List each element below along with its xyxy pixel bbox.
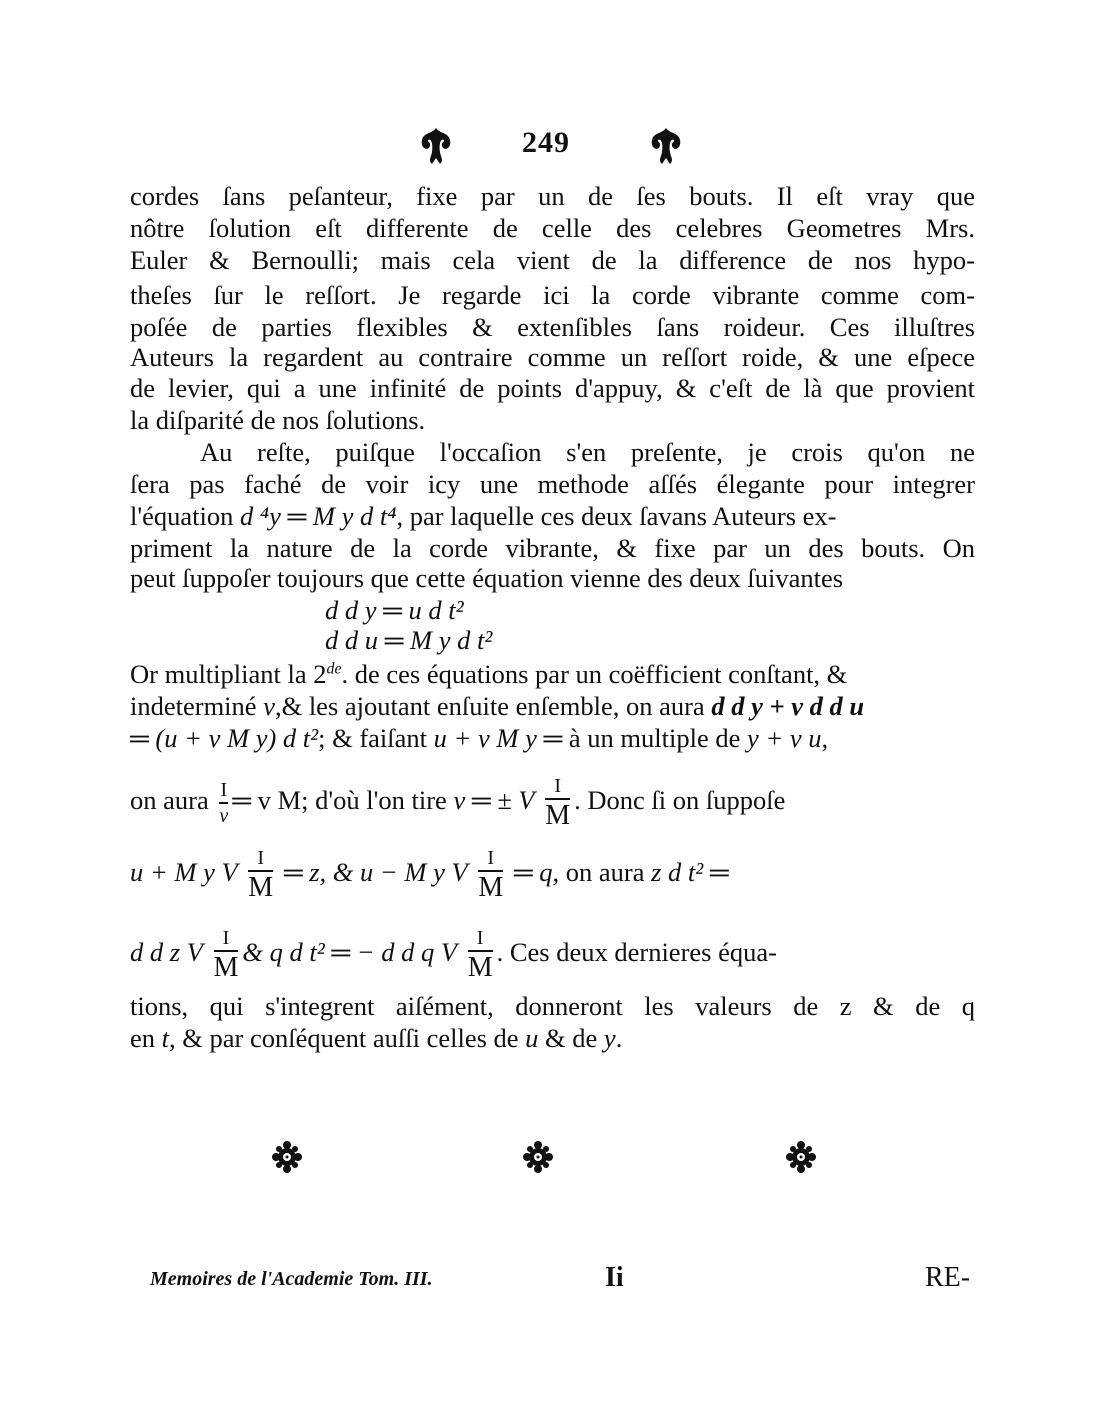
- numerator: I: [257, 847, 265, 869]
- text-line: [130, 690, 975, 722]
- denominator: M: [248, 872, 274, 903]
- text: ═ v M; d'où l'on tire: [232, 785, 447, 816]
- numerator: I: [487, 847, 495, 869]
- text-line: poſée de parties flexibles & extenſibles ſans roideur. Ces illuſtres: [130, 312, 975, 342]
- text-line: [130, 722, 975, 754]
- text: , par laquelle ces deux ſavans Auteurs ex-: [396, 501, 837, 531]
- numerator: I: [222, 927, 230, 949]
- equation: & q d t² ═ − d d q: [242, 937, 435, 968]
- denominator: M: [467, 952, 493, 983]
- text-line: tions, qui s'integrent aiſément, donneront les valeurs de z & de q: [130, 991, 975, 1021]
- text-line: peut ſuppoſer toujours que cette équation vienne des deux ſuivantes: [130, 563, 844, 593]
- equation: ═ z, & u − M y: [283, 857, 445, 888]
- text: indeterminé: [130, 691, 257, 721]
- equation: y + v u,: [747, 723, 829, 753]
- text-line: Auteurs la regardent au contraire comme un reſſort roide, & une eſpece: [130, 342, 975, 372]
- equation: d ⁴y ═ M y d t⁴: [240, 501, 397, 531]
- text: l'équation: [130, 501, 234, 531]
- text: . Donc ſi on ſuppoſe: [574, 785, 786, 816]
- text: on aura: [565, 857, 645, 888]
- text-line: [130, 848, 975, 902]
- text: . de ces équations par un coëfficient conſtant, &: [341, 659, 848, 689]
- denominator: M: [213, 952, 239, 983]
- text-line: la diſparité de nos ſolutions.: [130, 405, 426, 435]
- text-line: de levier, qui a une infinité de points d'appuy, & c'eſt de là que provient: [130, 373, 975, 403]
- fraction: [468, 928, 493, 982]
- equation-2: d d u ═ M y d t²: [325, 625, 493, 655]
- text: à un multiple de: [568, 723, 741, 753]
- denominator: v: [219, 802, 228, 826]
- text-line: [130, 776, 975, 830]
- text-line: cordes ſans peſanteur, fixe par un de ſes bouts. Il eſt vray que: [130, 181, 975, 211]
- text-line: [130, 658, 975, 690]
- rosette-ornament-icon: [786, 1140, 816, 1174]
- superscript: de: [326, 660, 342, 678]
- equation: z d t² ═: [651, 857, 729, 888]
- denominator: M: [478, 872, 504, 903]
- text-line: nôtre ſolution eſt differente de celle des celebres Geometres Mrs.: [130, 213, 975, 243]
- running-header: [0, 122, 1100, 172]
- fraction: [478, 848, 503, 902]
- text: ; & faiſant: [318, 723, 428, 753]
- text-line: Euler & Bernoulli; mais cela vient de la difference de nos hypo-: [130, 245, 975, 275]
- text: ,& les ajoutant enſuite enſemble, on aura: [274, 691, 705, 721]
- equation: u + M y: [130, 857, 215, 888]
- page-number: 249: [522, 126, 570, 159]
- equation: d d y + v d d u: [711, 691, 865, 721]
- fraction: [545, 776, 570, 830]
- fraction: [219, 780, 228, 826]
- text-line: theſes ſur le reſſort. Je regarde ici la corde vibrante comme com-: [130, 280, 975, 310]
- equation-1: d d y ═ u d t²: [325, 595, 464, 625]
- fraction: [214, 928, 239, 982]
- equation: ═ q,: [513, 857, 560, 888]
- text-line: [130, 500, 975, 532]
- numerator: I: [554, 775, 561, 797]
- root-sign: V: [451, 857, 468, 888]
- rosette-ornament-icon: [272, 1140, 302, 1174]
- equation: ═ (u + v M y) d t²: [130, 723, 319, 753]
- text-line: Au reſte, puiſque l'occaſion s'en preſente, je crois qu'on ne: [200, 437, 975, 467]
- numerator: I: [220, 779, 228, 801]
- equation: v ═ ±: [453, 785, 512, 816]
- fraction: [248, 848, 273, 902]
- numerator: I: [476, 927, 484, 949]
- text: , & par conſéquent auſſi celles de: [169, 1023, 519, 1053]
- text-line: [130, 928, 975, 982]
- variable: u: [525, 1023, 539, 1053]
- text: & de: [545, 1023, 598, 1053]
- variable: y: [603, 1023, 616, 1053]
- variable: t: [161, 1023, 170, 1053]
- fleuron-ornament-left-icon: [418, 126, 454, 166]
- root-sign: V: [518, 785, 535, 816]
- root-sign: V: [221, 857, 238, 888]
- rosette-ornament-icon: [523, 1140, 553, 1174]
- catchword: RE-: [925, 1262, 971, 1293]
- text: . Ces deux dernieres équa-: [496, 937, 777, 968]
- signature-line: Memoires de l'Academie Tom. III.: [150, 1268, 433, 1290]
- variable: v: [263, 691, 275, 721]
- text: on aura: [130, 785, 209, 816]
- text: en: [130, 1023, 156, 1053]
- root-sign: V: [186, 937, 203, 968]
- text: .: [615, 1023, 623, 1053]
- text-line: [130, 1022, 975, 1054]
- root-sign: V: [440, 937, 458, 968]
- text-line: ſera pas faché de voir icy une methode aſſés élegante pour integrer: [130, 469, 975, 499]
- text: Or multipliant la 2: [130, 659, 327, 689]
- equation: d d z: [130, 937, 181, 968]
- fleuron-ornament-right-icon: [648, 126, 684, 166]
- equation: u + v M y ═: [433, 723, 563, 753]
- text-line: priment la nature de la corde vibrante, & fixe par un des bouts. On: [130, 533, 975, 563]
- denominator: M: [545, 800, 571, 831]
- signature-mark: Ii: [605, 1262, 624, 1293]
